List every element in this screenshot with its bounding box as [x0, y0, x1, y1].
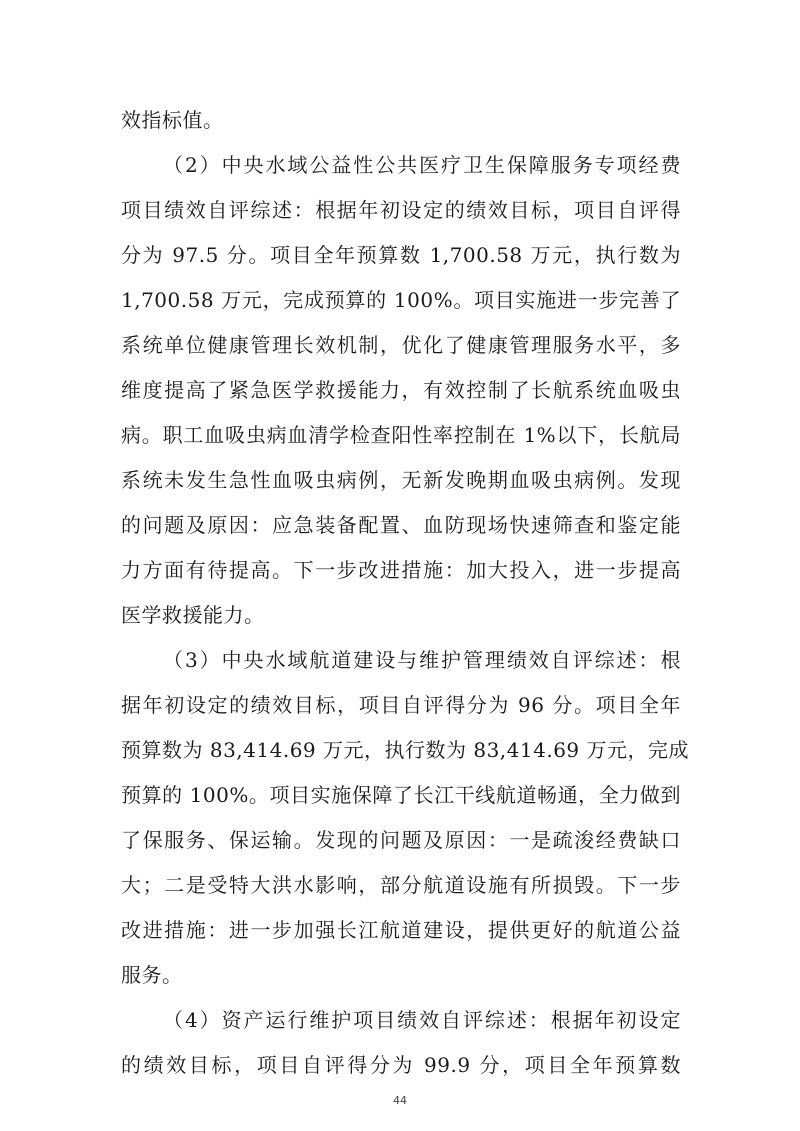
- paragraph-2-line-5: 系统单位健康管理长效机制，优化了健康管理服务水平，多: [121, 333, 681, 357]
- paragraph-2-line-11: 医学救援能力。: [121, 603, 265, 627]
- paragraph-3-line-8: 服务。: [121, 963, 183, 987]
- paragraph-2-line-3: 分为 97.5 分。项目全年预算数 1,700.58 万元，执行数为: [121, 243, 681, 267]
- page-number: 44: [393, 1094, 407, 1107]
- paragraph-2-line-9: 的问题及原因：应急装备配置、血防现场快速筛查和鉴定能: [121, 513, 681, 537]
- paragraph-3-line-7: 改进措施：进一步加强长江航道建设，提供更好的航道公益: [121, 918, 681, 942]
- paragraph-2-line-1: （2）中央水域公益性公共医疗卫生保障服务专项经费: [163, 153, 681, 177]
- paragraph-2-line-2: 项目绩效自评综述：根据年初设定的绩效目标，项目自评得: [121, 198, 681, 222]
- paragraph-4-line-2: 的绩效目标，项目自评得分为 99.9 分，项目全年预算数: [121, 1053, 681, 1077]
- paragraph-3-line-3: 预算数为 83,414.69 万元，执行数为 83,414.69 万元，完成: [121, 738, 690, 762]
- paragraph-2-line-4: 1,700.58 万元，完成预算的 100%。项目实施进一步完善了: [121, 288, 681, 312]
- paragraph-3-line-1: （3）中央水域航道建设与维护管理绩效自评综述：根: [163, 648, 681, 672]
- paragraph-1-line-1: 效指标值。: [121, 108, 224, 132]
- paragraph-3-line-4: 预算的 100%。项目实施保障了长江干线航道畅通，全力做到: [121, 783, 681, 807]
- paragraph-3-line-6: 大；二是受特大洪水影响，部分航道设施有所损毁。下一步: [121, 873, 681, 897]
- paragraph-3-line-2: 据年初设定的绩效目标，项目自评得分为 96 分。项目全年: [121, 693, 681, 717]
- paragraph-2-line-8: 系统未发生急性血吸虫病例，无新发晚期血吸虫病例。发现: [121, 468, 681, 492]
- paragraph-4-line-1: （4）资产运行维护项目绩效自评综述：根据年初设定: [163, 1008, 681, 1032]
- paragraph-3-line-5: 了保服务、保运输。发现的问题及原因：一是疏浚经费缺口: [121, 828, 681, 852]
- paragraph-2-line-7: 病。职工血吸虫病血清学检查阳性率控制在 1%以下，长航局: [121, 423, 681, 447]
- paragraph-2-line-10: 力方面有待提高。下一步改进措施：加大投入，进一步提高: [121, 558, 681, 582]
- paragraph-2-line-6: 维度提高了紧急医学救援能力，有效控制了长航系统血吸虫: [121, 378, 681, 402]
